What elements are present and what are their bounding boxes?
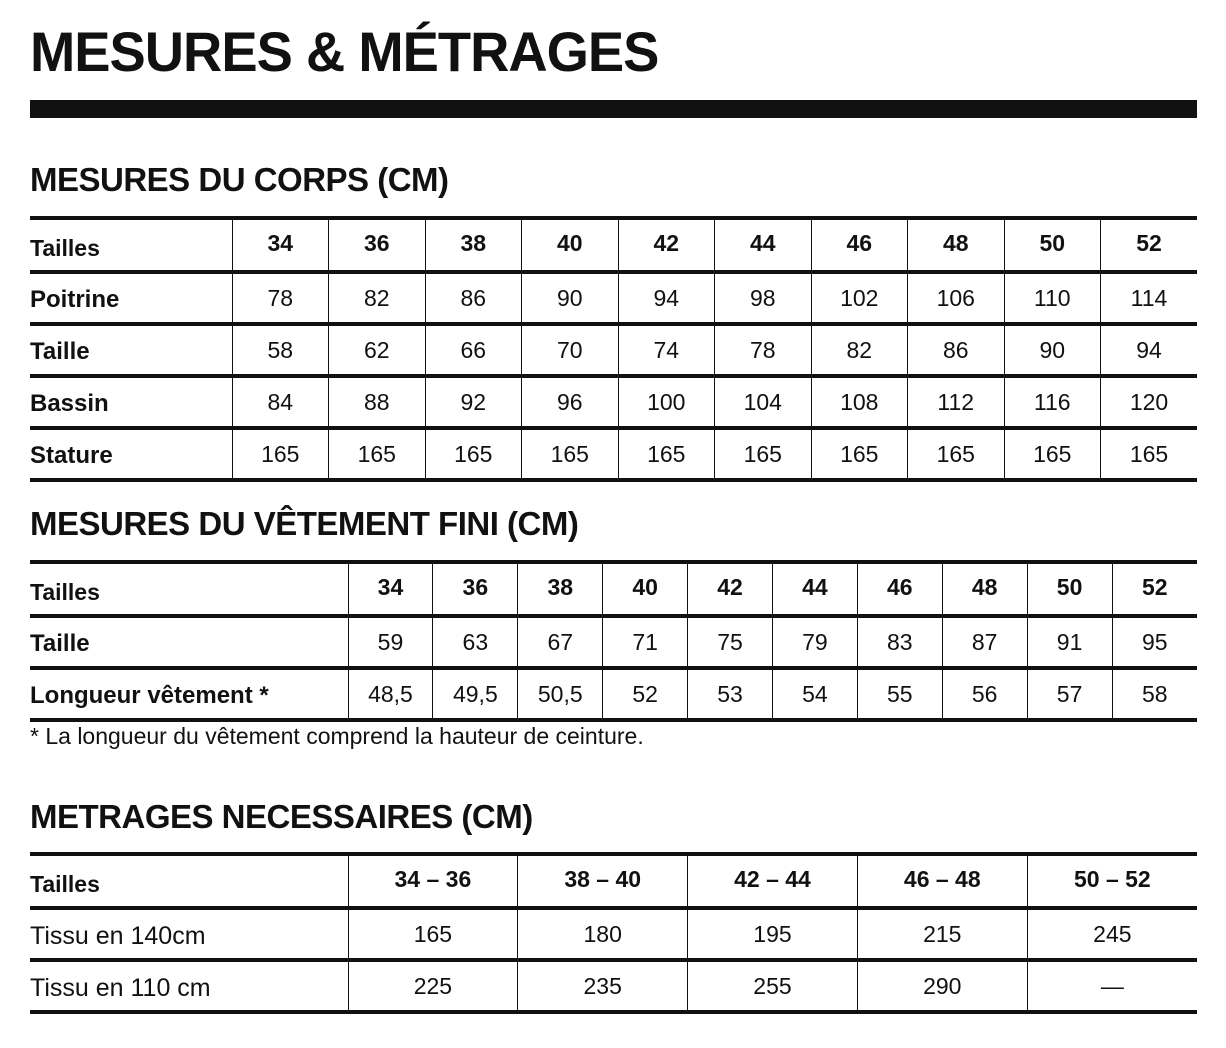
- row-label: Longueur vêtement *: [30, 668, 348, 720]
- value-cell: 100: [618, 376, 715, 428]
- value-cell: 116: [1004, 376, 1101, 428]
- value-cell: 165: [1101, 428, 1198, 480]
- garment-measurements-table: [30, 560, 1197, 722]
- value-cell: 114: [1101, 272, 1198, 324]
- size-range-cell: 50 – 52: [1027, 854, 1197, 908]
- value-cell: 235: [518, 960, 688, 1012]
- value-cell: 165: [329, 428, 426, 480]
- size-cell: 52: [1101, 218, 1198, 272]
- size-cell: 44: [715, 218, 812, 272]
- size-cell: 48: [942, 562, 1027, 616]
- value-cell: 83: [857, 616, 942, 668]
- value-cell: 49,5: [433, 668, 518, 720]
- size-cell: 46: [811, 218, 908, 272]
- value-cell: 58: [1112, 668, 1197, 720]
- size-cell: 34: [232, 218, 329, 272]
- value-cell: 98: [715, 272, 812, 324]
- size-range-cell: 38 – 40: [518, 854, 688, 908]
- value-cell: 104: [715, 376, 812, 428]
- size-cell: 52: [1112, 562, 1197, 616]
- value-cell: 225: [348, 960, 518, 1012]
- section-title-body: MESURES DU CORPS (CM): [30, 161, 449, 198]
- size-cell: 42: [688, 562, 773, 616]
- value-cell: 67: [518, 616, 603, 668]
- value-cell: 50,5: [518, 668, 603, 720]
- value-cell: 86: [908, 324, 1005, 376]
- value-cell: 56: [942, 668, 1027, 720]
- value-cell: 75: [688, 616, 773, 668]
- size-cell: 50: [1004, 218, 1101, 272]
- row-label: Taille: [30, 324, 232, 376]
- value-cell: 94: [618, 272, 715, 324]
- row-label: Tissu en 140cm: [30, 908, 348, 960]
- value-cell: 78: [715, 324, 812, 376]
- value-cell: 90: [1004, 324, 1101, 376]
- value-cell: 71: [603, 616, 688, 668]
- section-title-fabric: METRAGES NECESSAIRES (CM): [30, 798, 533, 835]
- value-cell: 53: [688, 668, 773, 720]
- table-header-row: [30, 218, 1197, 272]
- value-cell: 59: [348, 616, 433, 668]
- value-cell: 95: [1112, 616, 1197, 668]
- value-cell: 120: [1101, 376, 1198, 428]
- value-cell: 180: [518, 908, 688, 960]
- title-divider: [30, 100, 1197, 118]
- size-cell: 38: [425, 218, 522, 272]
- value-cell: 106: [908, 272, 1005, 324]
- value-cell: 91: [1027, 616, 1112, 668]
- size-range-cell: 34 – 36: [348, 854, 518, 908]
- value-cell: 54: [772, 668, 857, 720]
- size-cell: 44: [772, 562, 857, 616]
- row-label: Bassin: [30, 376, 232, 428]
- value-cell: 94: [1101, 324, 1198, 376]
- value-cell: 165: [522, 428, 619, 480]
- size-cell: 40: [603, 562, 688, 616]
- value-cell: 82: [329, 272, 426, 324]
- value-cell: 96: [522, 376, 619, 428]
- value-cell: 165: [618, 428, 715, 480]
- table-row: [30, 376, 1197, 428]
- value-cell: 102: [811, 272, 908, 324]
- size-cell: 48: [908, 218, 1005, 272]
- table-header-row: [30, 854, 1197, 908]
- fabric-requirements-table: [30, 852, 1197, 1014]
- row-label: Stature: [30, 428, 232, 480]
- value-cell: 108: [811, 376, 908, 428]
- table-row: [30, 616, 1197, 668]
- page-title: MESURES & MÉTRAGES: [30, 20, 659, 83]
- row-label: Tissu en 110 cm: [30, 960, 348, 1012]
- value-cell: 82: [811, 324, 908, 376]
- value-cell: 255: [688, 960, 858, 1012]
- value-cell: 84: [232, 376, 329, 428]
- size-cell: 36: [329, 218, 426, 272]
- value-cell: 57: [1027, 668, 1112, 720]
- value-cell: 48,5: [348, 668, 433, 720]
- size-range-cell: 46 – 48: [857, 854, 1027, 908]
- table-header-row: [30, 562, 1197, 616]
- value-cell: 290: [857, 960, 1027, 1012]
- value-cell: 62: [329, 324, 426, 376]
- size-cell: 50: [1027, 562, 1112, 616]
- section-title-garment: MESURES DU VÊTEMENT FINI (CM): [30, 505, 579, 542]
- value-cell: 165: [348, 908, 518, 960]
- value-cell: 215: [857, 908, 1027, 960]
- size-cell: 42: [618, 218, 715, 272]
- size-cell: 36: [433, 562, 518, 616]
- value-cell: 245: [1027, 908, 1197, 960]
- row-label: Tailles: [30, 562, 348, 616]
- value-cell: 165: [908, 428, 1005, 480]
- value-cell: 52: [603, 668, 688, 720]
- value-cell: 165: [232, 428, 329, 480]
- value-cell: 92: [425, 376, 522, 428]
- value-cell: 63: [433, 616, 518, 668]
- value-cell: 165: [715, 428, 812, 480]
- value-cell: 58: [232, 324, 329, 376]
- size-cell: 38: [518, 562, 603, 616]
- value-cell: 165: [425, 428, 522, 480]
- size-cell: 40: [522, 218, 619, 272]
- footnote: * La longueur du vêtement comprend la hauteur de ceinture.: [30, 723, 644, 749]
- size-range-cell: 42 – 44: [688, 854, 858, 908]
- value-cell: 87: [942, 616, 1027, 668]
- value-cell: 86: [425, 272, 522, 324]
- value-cell: 74: [618, 324, 715, 376]
- value-cell: 165: [1004, 428, 1101, 480]
- value-cell: 110: [1004, 272, 1101, 324]
- value-cell: 55: [857, 668, 942, 720]
- row-label: Taille: [30, 616, 348, 668]
- value-cell: 70: [522, 324, 619, 376]
- value-cell: 195: [688, 908, 858, 960]
- table-row: [30, 960, 1197, 1012]
- row-label: Tailles: [30, 218, 232, 272]
- table-row: [30, 324, 1197, 376]
- value-cell: 90: [522, 272, 619, 324]
- value-cell: 165: [811, 428, 908, 480]
- size-cell: 34: [348, 562, 433, 616]
- value-cell: —: [1027, 960, 1197, 1012]
- value-cell: 78: [232, 272, 329, 324]
- value-cell: 66: [425, 324, 522, 376]
- value-cell: 88: [329, 376, 426, 428]
- table-row: [30, 428, 1197, 480]
- table-row: [30, 908, 1197, 960]
- row-label: Tailles: [30, 854, 348, 908]
- row-label: Poitrine: [30, 272, 232, 324]
- value-cell: 112: [908, 376, 1005, 428]
- table-row: [30, 272, 1197, 324]
- size-cell: 46: [857, 562, 942, 616]
- body-measurements-table: [30, 216, 1197, 482]
- value-cell: 79: [772, 616, 857, 668]
- table-row: [30, 668, 1197, 720]
